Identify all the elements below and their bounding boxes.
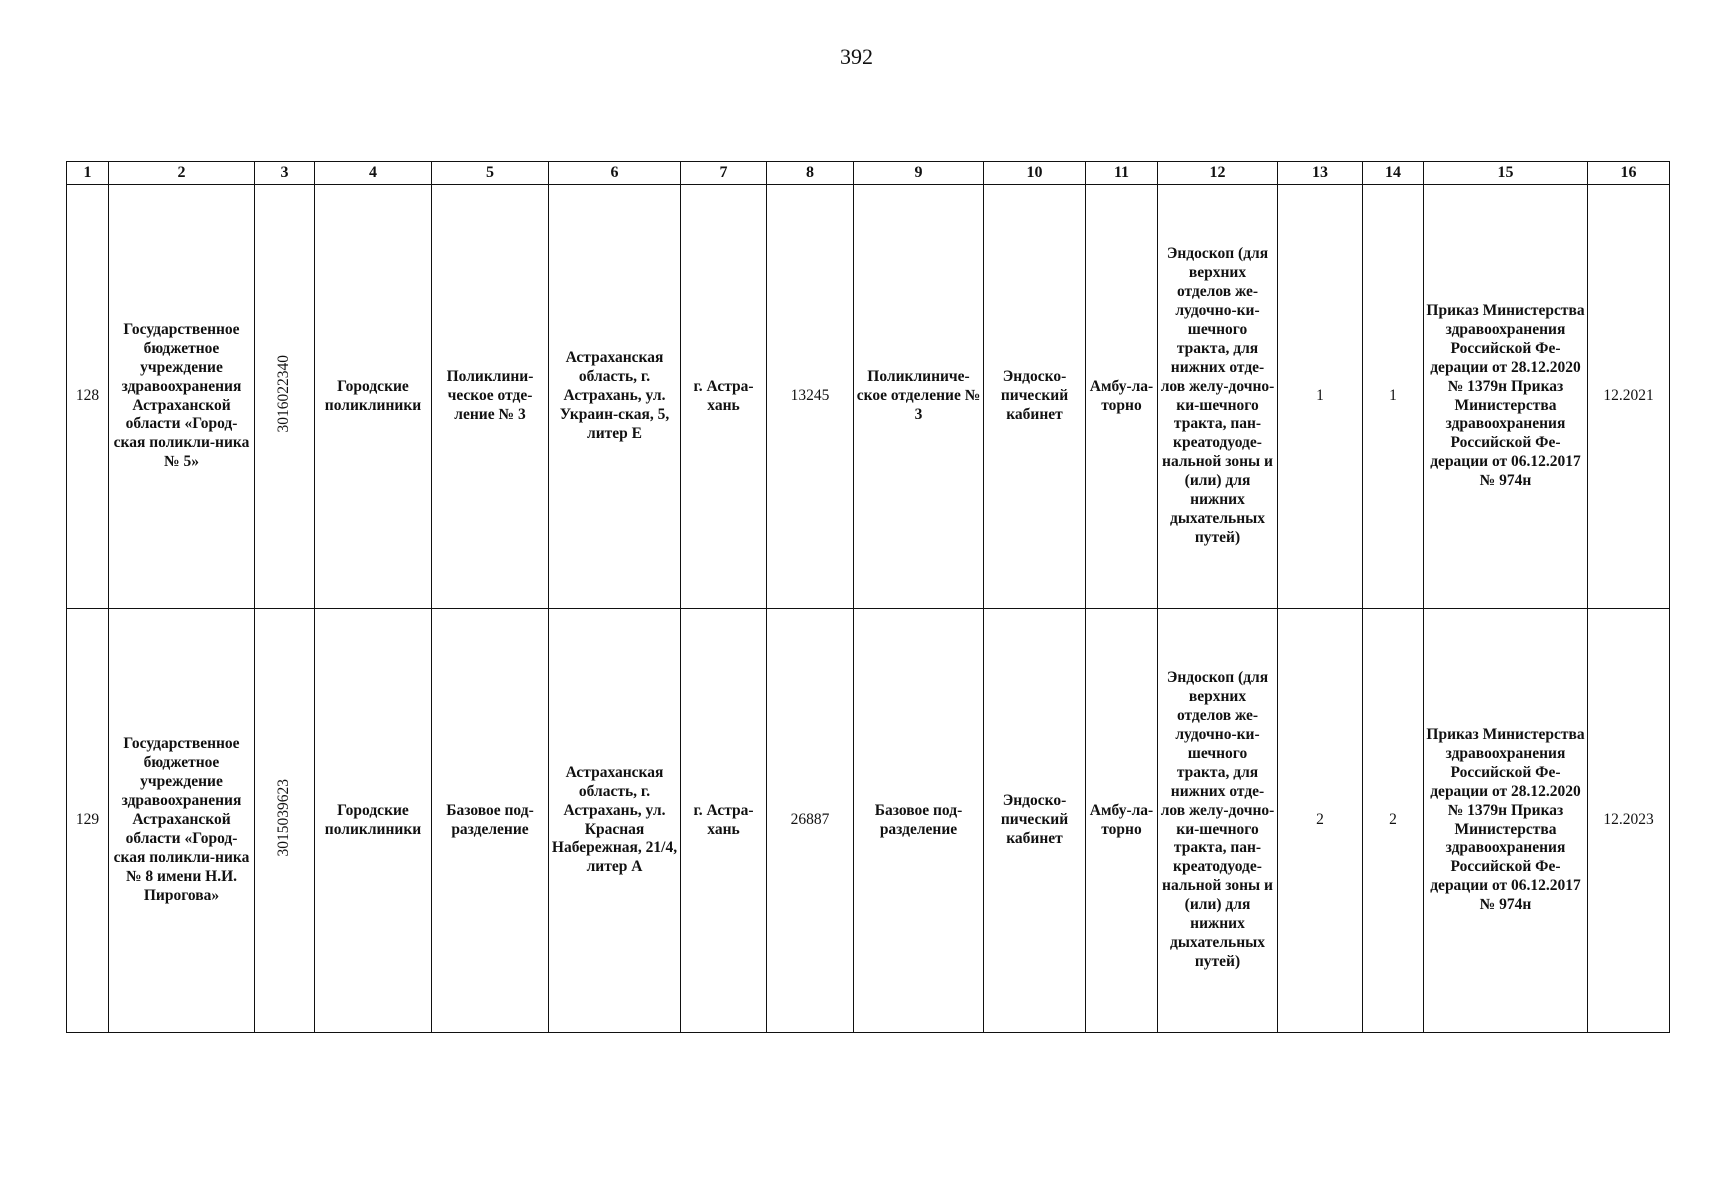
- column-number-header: 2: [109, 162, 255, 185]
- column-number-header: 12: [1158, 162, 1278, 185]
- quantity-cell: 1: [1278, 185, 1363, 609]
- address-cell: Астраханская область, г. Астрахань, ул. Украин-ская, 5, литер Е: [549, 185, 681, 609]
- row-number-cell: 129: [67, 609, 109, 1033]
- city-cell: г. Астра-хань: [681, 185, 767, 609]
- subdivision-cell: Базовое под-разделение: [432, 609, 549, 1033]
- date-cell: 12.2021: [1588, 185, 1670, 609]
- facility-type-cell: Городские поликлиники: [315, 185, 432, 609]
- row-number-cell: 128: [67, 185, 109, 609]
- quantity-cell: 2: [1278, 609, 1363, 1033]
- room-cell: Эндоско-пический кабинет: [984, 185, 1086, 609]
- page-number: 392: [840, 44, 873, 69]
- legal-basis-cell: Приказ Министерства здравоохранения Российской Фе-дерации от 28.12.2020 № 1379н Приказ Министерства здравоохранения Российской Фе-дерации от 06.12.2017 № 974н: [1424, 609, 1588, 1033]
- column-number-row: [67, 162, 1670, 185]
- column-number-header: 10: [984, 162, 1086, 185]
- unit-cell: Базовое под-разделение: [854, 609, 984, 1033]
- column-number-header: 7: [681, 162, 767, 185]
- inn-value: 3015039623: [275, 778, 293, 857]
- unit-cell: Поликлиниче-ское отделение № 3: [854, 185, 984, 609]
- column-number-header: 9: [854, 162, 984, 185]
- organization-cell: Государственное бюджетное учреждение здравоохранения Астраханской области «Город-ская поликли-ника № 5»: [109, 185, 255, 609]
- legal-basis-cell: Приказ Министерства здравоохранения Российской Фе-дерации от 28.12.2020 № 1379н Приказ Министерства здравоохранения Российской Фе-дерации от 06.12.2017 № 974н: [1424, 185, 1588, 609]
- column-number-header: 15: [1424, 162, 1588, 185]
- subdivision-cell: Поликлини-ческое отде-ление № 3: [432, 185, 549, 609]
- city-cell: г. Астра-хань: [681, 609, 767, 1033]
- column-number-header: 1: [67, 162, 109, 185]
- column-number-header: 5: [432, 162, 549, 185]
- column-number-header: 16: [1588, 162, 1670, 185]
- registry-table: [66, 161, 1670, 1033]
- care-form-cell: Амбу-ла-торно: [1086, 609, 1158, 1033]
- room-cell: Эндоско-пический кабинет: [984, 609, 1086, 1033]
- inn-cell: [255, 185, 315, 609]
- inn-value: 3016022340: [275, 354, 293, 433]
- address-cell: Астраханская область, г. Астрахань, ул. Красная Набережная, 21/4, литер А: [549, 609, 681, 1033]
- column-number-header: 14: [1363, 162, 1424, 185]
- quantity-cell: 2: [1363, 609, 1424, 1033]
- table-row: [67, 185, 1670, 609]
- organization-cell: Государственное бюджетное учреждение здравоохранения Астраханской области «Город-ская поликли-ника № 8 имени Н.И. Пирогова»: [109, 609, 255, 1033]
- date-cell: 12.2023: [1588, 609, 1670, 1033]
- equipment-cell: Эндоскоп (для верхних отделов же-лудочно-ки-шечного тракта, для нижних отде-лов желу-дочно-ки-шечного тракта, пан-креатодуоде-нальной зоны и (или) для нижних дыхательных путей): [1158, 609, 1278, 1033]
- table-row: [67, 609, 1670, 1033]
- column-number-header: 3: [255, 162, 315, 185]
- column-number-header: 4: [315, 162, 432, 185]
- code-cell: 13245: [767, 185, 854, 609]
- column-number-header: 13: [1278, 162, 1363, 185]
- facility-type-cell: Городские поликлиники: [315, 609, 432, 1033]
- care-form-cell: Амбу-ла-торно: [1086, 185, 1158, 609]
- code-cell: 26887: [767, 609, 854, 1033]
- column-number-header: 6: [549, 162, 681, 185]
- equipment-cell: Эндоскоп (для верхних отделов же-лудочно-ки-шечного тракта, для нижних отде-лов желу-дочно-ки-шечного тракта, пан-креатодуоде-нальной зоны и (или) для нижних дыхательных путей): [1158, 185, 1278, 609]
- quantity-cell: 1: [1363, 185, 1424, 609]
- column-number-header: 11: [1086, 162, 1158, 185]
- column-number-header: 8: [767, 162, 854, 185]
- inn-cell: [255, 609, 315, 1033]
